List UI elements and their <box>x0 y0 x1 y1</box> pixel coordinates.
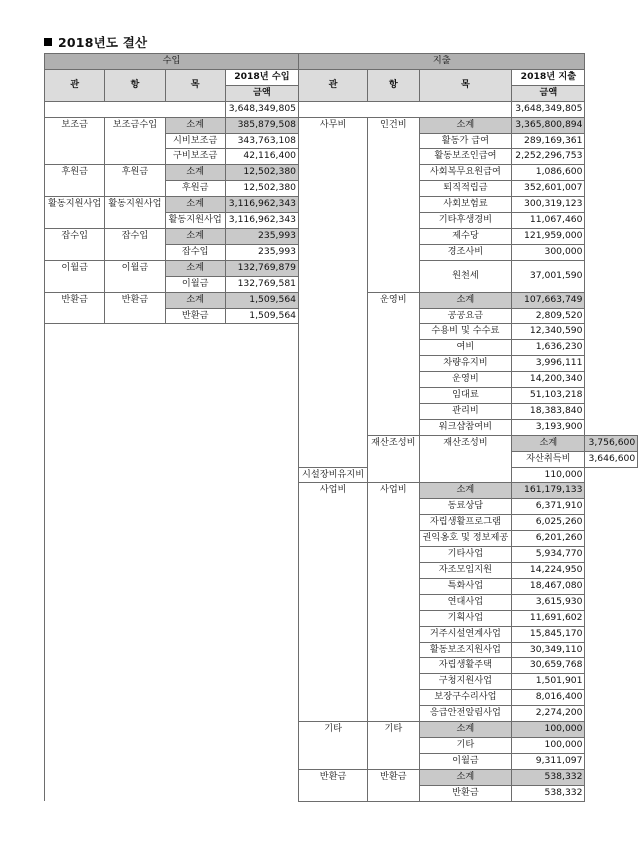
expense-item-label: 연대사업 <box>419 594 512 610</box>
expense-item-label: 임대료 <box>419 388 512 404</box>
expense-item-amount: 51,103,218 <box>512 388 585 404</box>
income-gwan-refund: 반환금 <box>45 292 105 324</box>
expense-item-amount: 14,200,340 <box>512 372 585 388</box>
expense-total-label <box>299 101 512 117</box>
income-item-amount: 235,993 <box>225 244 298 260</box>
expense-item-label: 운영비 <box>419 372 512 388</box>
income-gwan-support: 활동지원사업 <box>45 197 105 229</box>
expense-gwan-asset: 재산조성비 <box>368 435 419 483</box>
expense-item-label: 보장구수리사업 <box>419 690 512 706</box>
income-gwan-carryover: 이월금 <box>45 260 105 292</box>
income-item-label: 활동지원사업 <box>165 213 225 229</box>
expense-item-label: 반환금 <box>419 785 512 801</box>
budget-table <box>44 53 638 802</box>
expense-hang-personnel: 인건비 <box>368 117 419 292</box>
expense-item-amount: 2,809,520 <box>512 308 585 324</box>
expense-item-amount: 289,169,361 <box>512 133 585 149</box>
expense-hang-refund: 반환금 <box>368 769 419 801</box>
expense-item-label: 활동보조인급여 <box>419 149 512 165</box>
expense-item-amount: 15,845,170 <box>512 626 585 642</box>
expense-item-amount: 3,996,111 <box>512 356 585 372</box>
income-hang-refund: 반환금 <box>105 292 165 324</box>
expense-item-amount: 110,000 <box>512 467 585 483</box>
expense-gwan-header: 관 <box>299 69 368 101</box>
expense-item-amount: 18,383,840 <box>512 403 585 419</box>
income-item-amount: 3,116,962,343 <box>225 213 298 229</box>
income-mok-header: 목 <box>165 69 225 101</box>
expense-other-subtotal-label: 소계 <box>419 722 512 738</box>
expense-item-label: 기획사업 <box>419 610 512 626</box>
income-hang-donation: 후원금 <box>105 165 165 197</box>
expense-item-amount: 11,691,602 <box>512 610 585 626</box>
table-row <box>45 117 638 133</box>
income-item-label: 반환금 <box>165 308 225 324</box>
income-item-label: 이월금 <box>165 276 225 292</box>
expense-item-label: 자립생활주택 <box>419 658 512 674</box>
expense-refund-subtotal-label: 소계 <box>419 769 512 785</box>
expense-item-amount: 9,311,097 <box>512 753 585 769</box>
expense-item-amount: 6,371,910 <box>512 499 585 515</box>
expense-item-label: 관리비 <box>419 403 512 419</box>
expense-year-header: 2018년 지출 <box>512 69 585 85</box>
header-row-2 <box>45 69 638 85</box>
expense-gwan-admin: 사무비 <box>299 117 368 467</box>
income-gwan-donation: 후원금 <box>45 165 105 197</box>
expense-item-amount: 2,252,296,753 <box>512 149 585 165</box>
expense-refund-subtotal: 538,332 <box>512 769 585 785</box>
expense-item-amount: 5,934,770 <box>512 547 585 563</box>
expense-item-amount: 18,467,080 <box>512 578 585 594</box>
income-refund-subtotal: 1,509,564 <box>225 292 298 308</box>
expense-item-label: 수용비 및 수수료 <box>419 324 512 340</box>
income-item-label: 구비보조금 <box>165 149 225 165</box>
expense-item-label: 퇴직적립금 <box>419 181 512 197</box>
expense-item-amount: 14,224,950 <box>512 563 585 579</box>
expense-hang-project: 사업비 <box>368 483 419 722</box>
expense-item-label: 기타 <box>419 737 512 753</box>
expense-item-amount: 30,659,768 <box>512 658 585 674</box>
expense-item-label: 활동보조지원사업 <box>419 642 512 658</box>
income-hang-carryover: 이월금 <box>105 260 165 292</box>
expense-mok-header: 목 <box>419 69 512 101</box>
income-year-header: 2018년 수입 <box>225 69 298 85</box>
expense-item-label: 사회복무요원급여 <box>419 165 512 181</box>
expense-item-amount: 352,601,007 <box>512 181 585 197</box>
expense-item-amount: 11,067,460 <box>512 213 585 229</box>
income-gwan-subsidy: 보조금 <box>45 117 105 165</box>
income-support-subtotal: 3,116,962,343 <box>225 197 298 213</box>
income-hang-subsidy: 보조금수입 <box>105 117 165 165</box>
expense-hang-header: 항 <box>368 69 419 101</box>
income-item-label: 잡수입 <box>165 244 225 260</box>
expense-operating-subtotal: 107,663,749 <box>512 292 585 308</box>
income-item-amount: 12,502,380 <box>225 181 298 197</box>
page-title <box>44 33 147 51</box>
expense-operating-subtotal-label: 소계 <box>419 292 512 308</box>
expense-item-label: 자립생활프로그램 <box>419 515 512 531</box>
income-donation-subtotal: 12,502,380 <box>225 165 298 181</box>
expense-item-amount: 6,025,260 <box>512 515 585 531</box>
income-gwan-header: 관 <box>45 69 105 101</box>
expense-item-label: 구청지원사업 <box>419 674 512 690</box>
expense-gwan-refund: 반환금 <box>299 769 368 801</box>
expense-item-label: 제수당 <box>419 228 512 244</box>
income-subsidy-subtotal: 385,879,508 <box>225 117 298 133</box>
expense-asset-subtotal-label: 소계 <box>512 435 585 451</box>
expense-item-amount: 12,340,590 <box>512 324 585 340</box>
expense-item-amount: 8,016,400 <box>512 690 585 706</box>
expense-hang-other: 기타 <box>368 722 419 770</box>
income-total: 3,648,349,805 <box>225 101 298 117</box>
expense-item-label: 특화사업 <box>419 578 512 594</box>
expense-item-amount: 1,086,600 <box>512 165 585 181</box>
square-bullet-icon <box>44 38 52 46</box>
income-refund-subtotal-label: 소계 <box>165 292 225 308</box>
expense-header: 지출 <box>299 54 585 70</box>
expense-item-label: 자산취득비 <box>512 451 585 467</box>
income-total-label <box>45 101 226 117</box>
expense-total: 3,648,349,805 <box>512 101 585 117</box>
expense-personnel-subtotal: 3,365,800,894 <box>512 117 585 133</box>
income-empty-area <box>45 324 299 801</box>
expense-project-subtotal: 161,179,133 <box>512 483 585 499</box>
expense-item-label: 응급안전알림사업 <box>419 706 512 722</box>
income-amount-header: 금액 <box>225 85 298 101</box>
expense-item-amount: 300,000 <box>512 244 585 260</box>
income-hang-support: 활동지원사업 <box>105 197 165 229</box>
expense-item-amount: 6,201,260 <box>512 531 585 547</box>
expense-amount-header: 금액 <box>512 85 585 101</box>
expense-item-amount: 1,501,901 <box>512 674 585 690</box>
expense-item-label: 사회보험료 <box>419 197 512 213</box>
expense-item-label: 차량유지비 <box>419 356 512 372</box>
expense-gwan-project: 사업비 <box>299 483 368 722</box>
expense-hang-operating: 운영비 <box>368 292 419 435</box>
expense-item-label: 이월금 <box>419 753 512 769</box>
income-item-amount: 42,116,400 <box>225 149 298 165</box>
expense-item-label: 동료상담 <box>419 499 512 515</box>
expense-project-subtotal-label: 소계 <box>419 483 512 499</box>
income-misc-subtotal: 235,993 <box>225 228 298 244</box>
expense-item-label: 기타사업 <box>419 547 512 563</box>
expense-item-label: 기타후생경비 <box>419 213 512 229</box>
expense-item-label: 시설장비유지비 <box>299 467 368 483</box>
expense-item-label: 워크샵참여비 <box>419 419 512 435</box>
expense-item-amount: 121,959,000 <box>512 228 585 244</box>
expense-asset-subtotal: 3,756,600 <box>585 435 638 451</box>
expense-item-label: 거주시설연계사업 <box>419 626 512 642</box>
header-row-1 <box>45 54 638 70</box>
income-header: 수입 <box>45 54 299 70</box>
page-title-text: 2018년도 결산 <box>58 35 148 50</box>
expense-item-label: 활동가 급여 <box>419 133 512 149</box>
expense-item-amount: 3,646,600 <box>585 451 638 467</box>
expense-item-label: 경조사비 <box>419 244 512 260</box>
expense-other-subtotal: 100,000 <box>512 722 585 738</box>
expense-item-amount: 1,636,230 <box>512 340 585 356</box>
expense-gwan-other: 기타 <box>299 722 368 770</box>
expense-item-amount: 3,615,930 <box>512 594 585 610</box>
income-subsidy-subtotal-label: 소계 <box>165 117 225 133</box>
income-hang-header: 항 <box>105 69 165 101</box>
income-item-amount: 1,509,564 <box>225 308 298 324</box>
income-item-amount: 132,769,581 <box>225 276 298 292</box>
expense-item-label: 권익옹호 및 정보제공 <box>419 531 512 547</box>
expense-item-amount: 2,274,200 <box>512 706 585 722</box>
expense-item-amount: 37,001,590 <box>512 260 585 292</box>
income-support-subtotal-label: 소계 <box>165 197 225 213</box>
income-carryover-subtotal-label: 소계 <box>165 260 225 276</box>
expense-item-label: 공공요금 <box>419 308 512 324</box>
expense-personnel-subtotal-label: 소계 <box>419 117 512 133</box>
income-item-label: 시비보조금 <box>165 133 225 149</box>
expense-item-label: 자조모임지원 <box>419 563 512 579</box>
expense-item-label: 여비 <box>419 340 512 356</box>
income-gwan-misc: 잡수입 <box>45 228 105 260</box>
income-item-amount: 343,763,108 <box>225 133 298 149</box>
expense-item-amount: 100,000 <box>512 737 585 753</box>
income-hang-misc: 잡수입 <box>105 228 165 260</box>
income-carryover-subtotal: 132,769,879 <box>225 260 298 276</box>
expense-item-amount: 30,349,110 <box>512 642 585 658</box>
expense-item-amount: 3,193,900 <box>512 419 585 435</box>
income-item-label: 후원금 <box>165 181 225 197</box>
expense-hang-asset: 재산조성비 <box>419 435 512 483</box>
income-misc-subtotal-label: 소계 <box>165 228 225 244</box>
expense-item-label: 원천세 <box>419 260 512 292</box>
expense-item-amount: 300,319,123 <box>512 197 585 213</box>
expense-item-amount: 538,332 <box>512 785 585 801</box>
total-row <box>45 101 638 117</box>
income-donation-subtotal-label: 소계 <box>165 165 225 181</box>
